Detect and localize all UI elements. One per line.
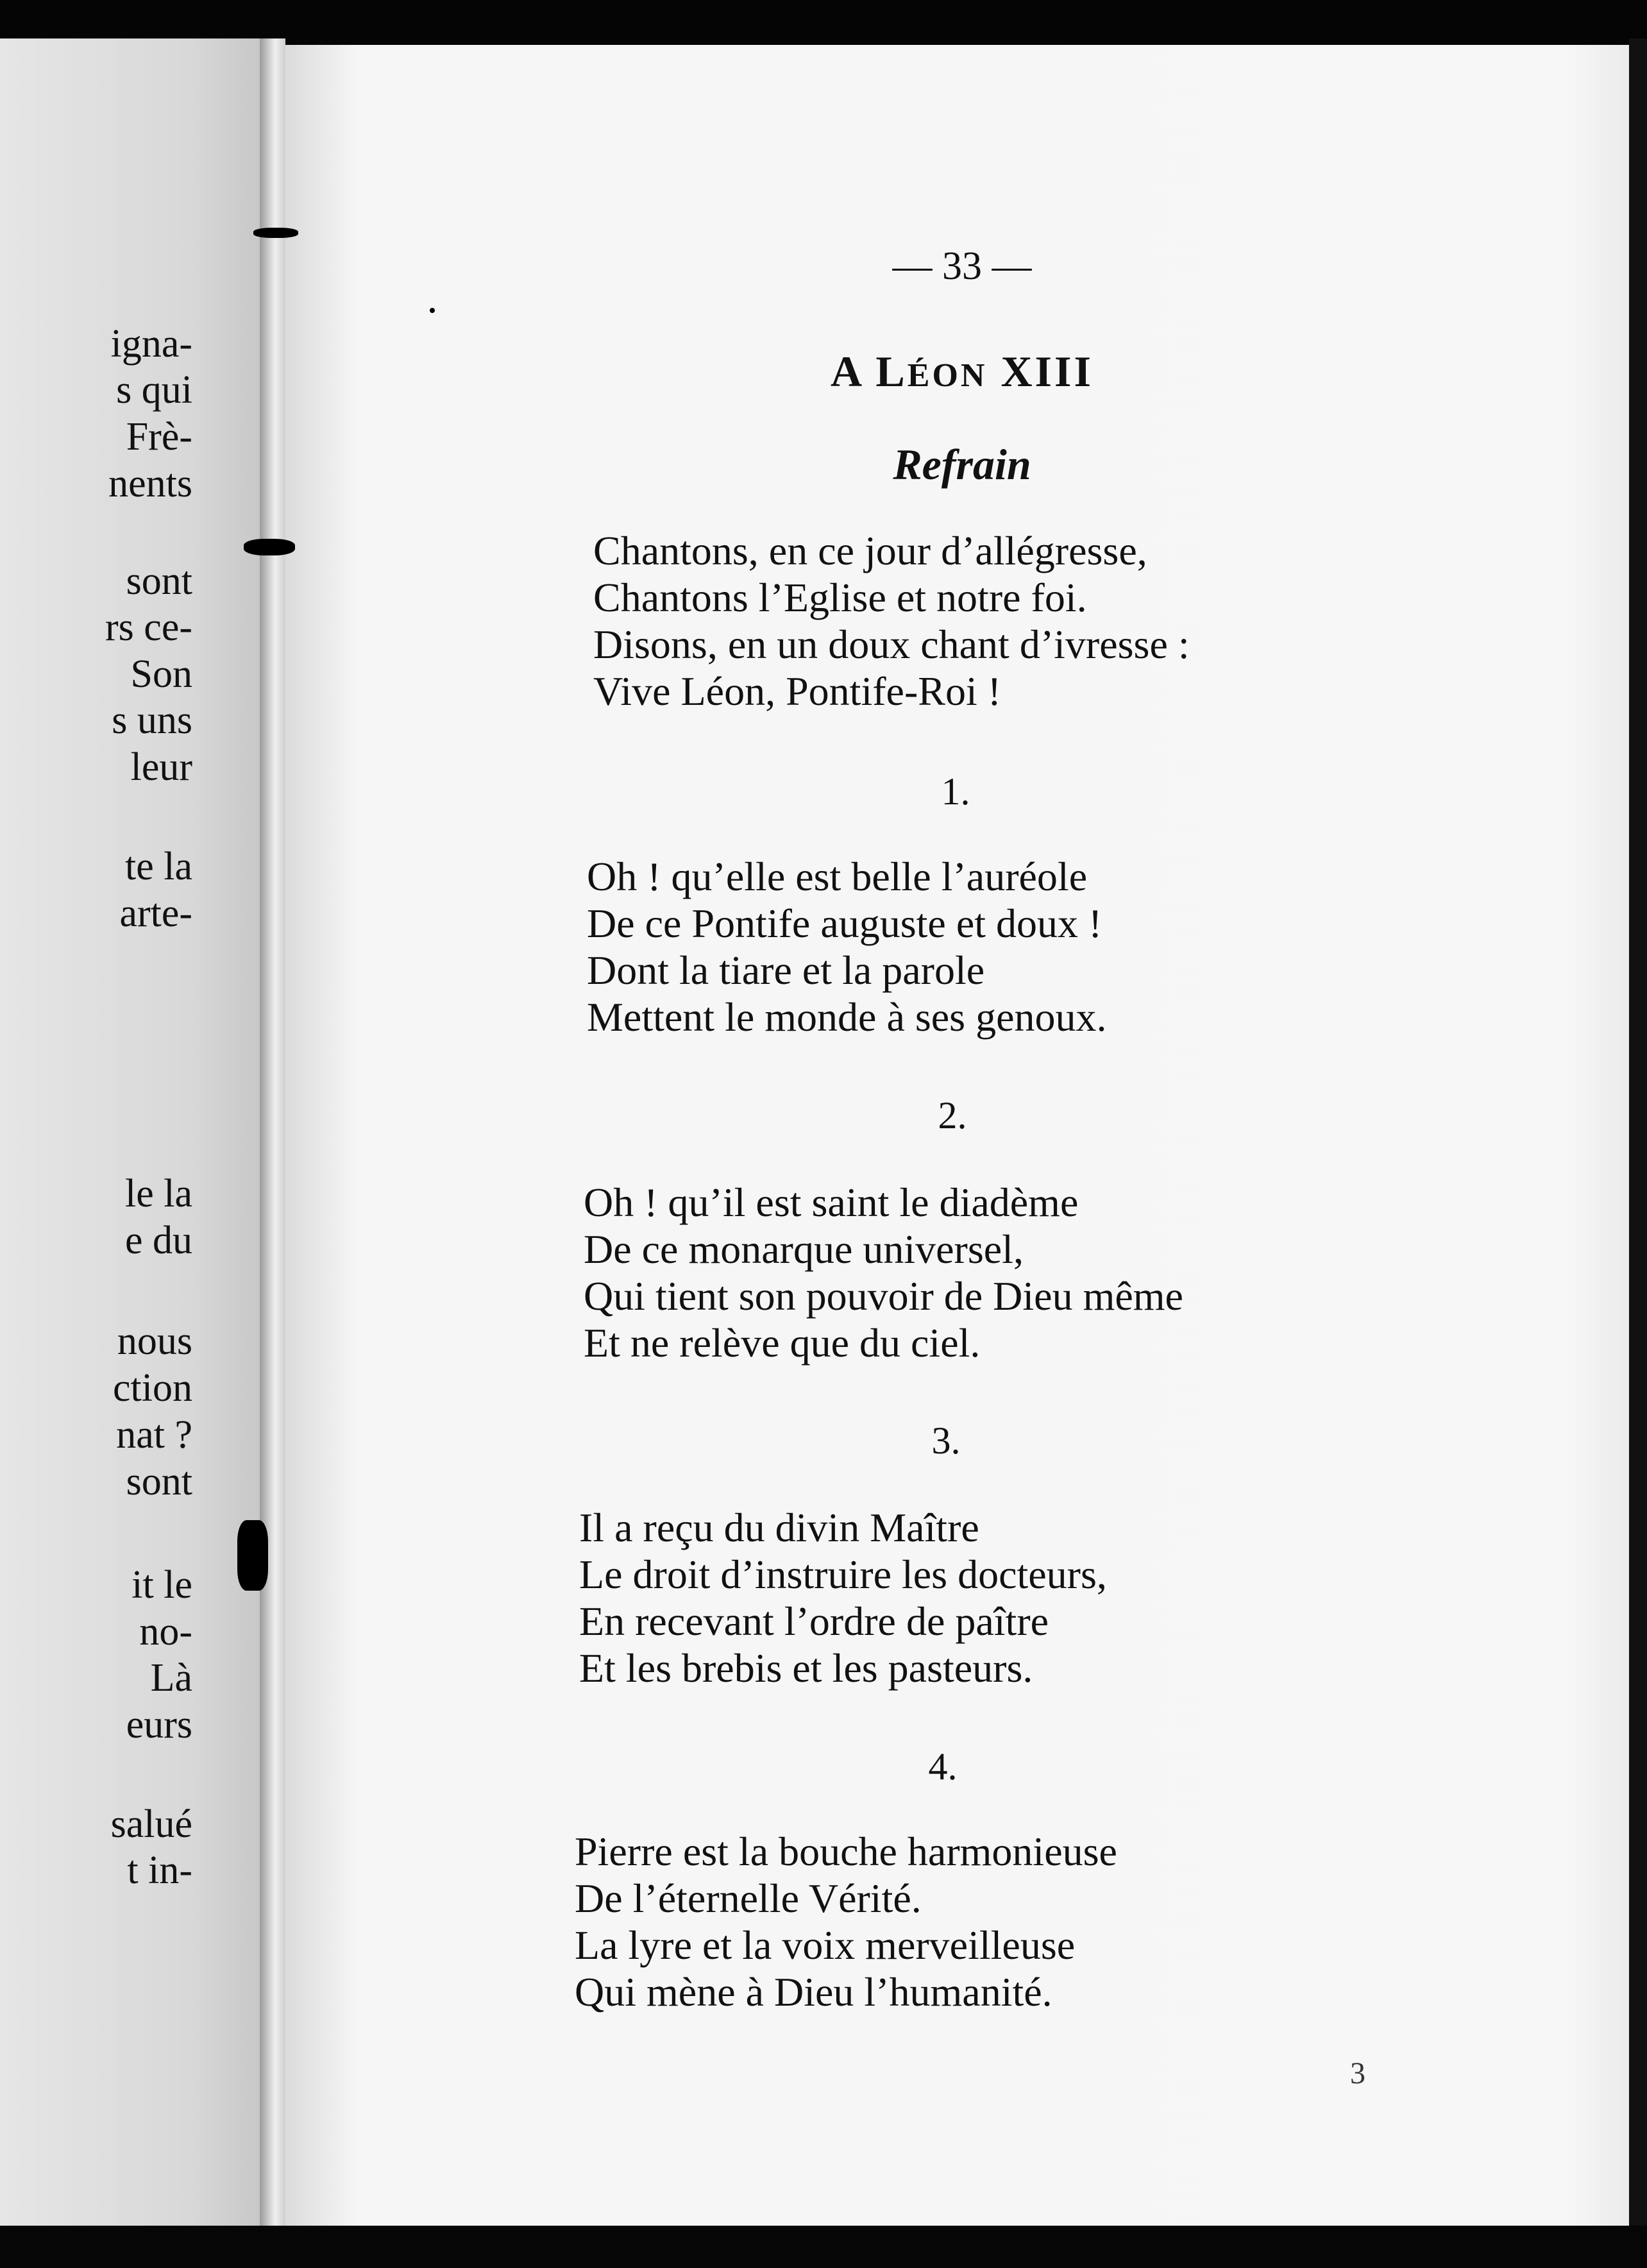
left-fragment: s uns (112, 698, 192, 742)
verse-line: Et ne relève que du ciel. (584, 1320, 981, 1366)
subtitle-refrain: Refrain (893, 440, 1031, 489)
left-fragment: sont (126, 1460, 192, 1503)
verse-line: Qui tient son pouvoir de Dieu même (584, 1273, 1183, 1319)
verse-line: De l’éternelle Vérité. (575, 1875, 922, 1921)
stanza (579, 1504, 1107, 1691)
verse-line: Chantons, en ce jour d’allégresse, (593, 528, 1147, 573)
page-title (705, 346, 1219, 397)
left-fragment: salué (110, 1802, 192, 1846)
stanza (575, 1828, 1117, 2015)
verse-line: Oh ! qu’elle est belle l’auréole (587, 854, 1088, 899)
verse-line: Qui mène à Dieu l’humanité. (575, 1969, 1052, 2015)
stanza-number: 2. (938, 1094, 967, 1137)
left-fragment: it le (131, 1563, 192, 1607)
left-fragment: ction (113, 1366, 192, 1410)
verse-line: De ce Pontife auguste et doux ! (587, 901, 1102, 946)
binding-mark (244, 539, 295, 555)
left-page (0, 38, 269, 2232)
left-fragment: leur (130, 745, 192, 789)
stanza (587, 853, 1106, 1040)
verse-line: Vive Léon, Pontife-Roi ! (593, 668, 1002, 714)
verse-line: Disons, en un doux chant d’ivresse : (593, 622, 1190, 667)
verse-line: Le droit d’instruire les docteurs, (579, 1552, 1107, 1597)
left-fragment: nat ? (116, 1413, 192, 1457)
stanza-number: 1. (941, 770, 970, 813)
binding-mark (237, 1520, 268, 1591)
left-fragment: Frè- (126, 415, 192, 459)
title-numeral: XIII (987, 347, 1094, 396)
verse-line: Oh ! qu’il est saint le diadème (584, 1180, 1079, 1225)
left-fragment: eurs (126, 1703, 192, 1747)
scan-bottom-border (0, 2226, 1647, 2268)
stanza-number: 3. (931, 1419, 961, 1462)
verse-line: Et les brebis et les pasteurs. (579, 1645, 1033, 1691)
verse-line: Il a reçu du divin Maître (579, 1505, 979, 1550)
left-fragment: nous (117, 1319, 192, 1363)
verse-line: La lyre et la voix merveilleuse (575, 1922, 1076, 1968)
signature-mark: 3 (1350, 2056, 1365, 2090)
left-fragment: arte- (119, 892, 192, 935)
verse-line: Chantons l’Eglise et notre foi. (593, 575, 1087, 620)
left-fragment: Là (150, 1656, 192, 1700)
left-fragment: te la (125, 845, 192, 888)
binding-mark (253, 228, 298, 238)
book-gutter (260, 38, 285, 2232)
verse-line: Dont la tiare et la parole (587, 947, 985, 993)
verse-line: Pierre est la bouche harmonieuse (575, 1829, 1117, 1874)
left-fragment: nents (108, 462, 192, 505)
verse-line: En recevant l’ordre de paître (579, 1598, 1049, 1644)
stanza (584, 1179, 1183, 1366)
scan-right-border (1629, 38, 1647, 2232)
title-smallcaps: ÉON (907, 357, 988, 394)
left-fragment: Son (130, 652, 192, 696)
ink-speck (430, 308, 435, 313)
title-prefix: A L (831, 347, 908, 396)
left-fragment: s qui (116, 368, 192, 412)
page-number: — 33 — (892, 244, 1032, 288)
left-fragment: e du (124, 1219, 192, 1262)
left-fragment: no- (139, 1610, 192, 1654)
refrain-stanza (593, 527, 1190, 715)
left-fragment: igna- (110, 322, 192, 366)
verse-line: Mettent le monde à ses genoux. (587, 994, 1107, 1040)
left-fragment: t in- (127, 1849, 192, 1892)
left-fragment: rs ce- (105, 605, 192, 649)
verse-line: De ce monarque universel, (584, 1226, 1024, 1272)
left-fragment: le la (125, 1172, 192, 1215)
left-fragment: sont (126, 559, 192, 603)
stanza-number: 4. (928, 1745, 958, 1788)
